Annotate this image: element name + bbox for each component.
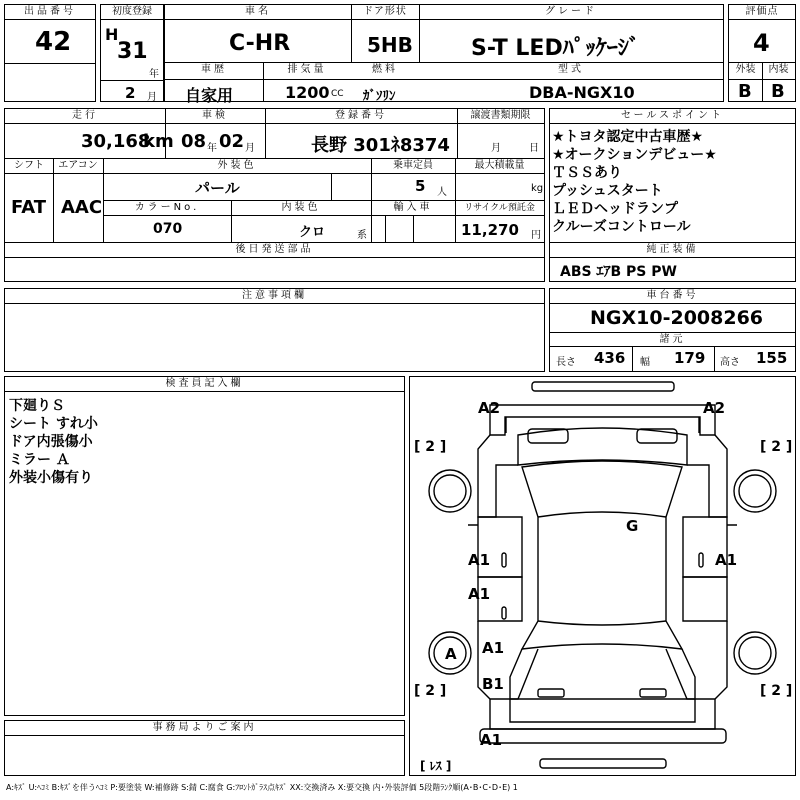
- color-no-label: カラーNo.: [103, 201, 231, 216]
- first-registration-box: [100, 4, 164, 102]
- mark-right-front-door: A1: [715, 551, 738, 569]
- mark-left-wheel: A: [445, 645, 457, 663]
- month-unit: 月: [147, 92, 157, 103]
- mark-left-rear-door: A1: [468, 585, 491, 603]
- score-label: 評価点: [729, 5, 795, 20]
- sales-points-box: [549, 108, 796, 282]
- inspector-line: シート すれ小: [9, 416, 98, 432]
- capacity: 5: [415, 177, 426, 195]
- model-code: DBA-NGX10: [529, 83, 635, 102]
- dimensions-label: 諸元: [550, 333, 795, 347]
- recycle-fee: 11,270: [461, 221, 519, 239]
- interior-grade: B: [771, 81, 785, 102]
- mark-left-sill: B1: [482, 675, 504, 693]
- registration-plate: 長野 301ﾈ8374: [311, 135, 450, 156]
- reg-year: 31: [117, 39, 148, 64]
- transfer-label: 譲渡書類期限: [457, 109, 544, 124]
- details-box: [4, 108, 545, 282]
- inspector-label: 検査員記入欄: [5, 377, 404, 392]
- history-label: 車歴: [165, 63, 263, 80]
- mark-tire-front-right: [ 2 ]: [760, 439, 793, 455]
- load-unit: kg: [531, 183, 544, 194]
- inspector-line: 外装小傷有り: [9, 470, 93, 486]
- inspection-year-unit: 年: [207, 143, 217, 154]
- plate-label: 登録番号: [265, 109, 457, 124]
- year-unit: 年: [149, 69, 159, 80]
- sales-point-item: ＴＳＳあり: [552, 165, 622, 181]
- height-label: 高さ: [720, 357, 740, 368]
- equipment-label: 純正装備: [550, 243, 795, 258]
- color-label: 外装色: [103, 159, 371, 174]
- import-label: 輸入車: [371, 201, 455, 216]
- inspector-line: 下廻りＳ: [9, 398, 65, 414]
- inspector-line: ミラー Ａ: [9, 452, 70, 468]
- inspection-month-unit: 月: [245, 143, 255, 154]
- shift: FAT: [11, 197, 47, 218]
- air-conditioner: AAC: [61, 197, 103, 218]
- fuel: ｶﾞｿﾘﾝ: [363, 89, 396, 104]
- capacity-label: 乗車定員: [371, 159, 455, 174]
- mark-tire-rear-left: [ 2 ]: [414, 683, 447, 699]
- displacement: 1200: [285, 83, 330, 102]
- first-reg-label: 初度登録: [101, 5, 163, 20]
- sales-point-item: クルーズコントロール: [552, 219, 691, 235]
- inspector-box: [4, 376, 405, 716]
- sales-point-item: ★トヨタ認定中古車歴★: [552, 129, 704, 145]
- capacity-unit: 人: [437, 187, 447, 198]
- sales-points-label: セールスポイント: [550, 109, 795, 124]
- later-parts-label: 後日発送部品: [5, 243, 544, 258]
- inspection-label: 車検: [165, 109, 265, 124]
- car-name: C-HR: [229, 31, 291, 56]
- displacement-unit: CC: [331, 89, 344, 99]
- chassis-label: 車台番号: [550, 289, 795, 304]
- car-name-label: 車名: [165, 5, 351, 20]
- mark-left-front-door: A1: [468, 551, 491, 569]
- color-number: 070: [153, 221, 183, 237]
- transfer-day: 日: [529, 143, 539, 154]
- inspection-month: 02: [219, 131, 245, 152]
- chassis-number: NGX10-2008266: [590, 307, 764, 329]
- mark-tire-front-left: [ 2 ]: [414, 439, 447, 455]
- body-color: パール: [195, 179, 240, 197]
- lot-box: [4, 4, 96, 102]
- mileage: 30,168: [81, 131, 151, 152]
- sales-point-item: プッシュスタート: [552, 183, 663, 199]
- reg-month: 2: [125, 84, 136, 102]
- fuel-label: 燃料: [351, 63, 419, 80]
- notes-box: [4, 288, 545, 372]
- grade-label: グレード: [419, 5, 723, 20]
- width: 179: [674, 349, 706, 367]
- exterior-label: 外装: [729, 63, 762, 80]
- mark-left-quarter: A1: [482, 639, 505, 657]
- grade: S-T LEDﾊﾟｯｹｰｼﾞ: [471, 36, 640, 61]
- vehicle-box: [164, 4, 724, 105]
- door-type: 5HB: [367, 33, 413, 57]
- mileage-label: 走行: [5, 109, 165, 124]
- mark-rear-bumper: A1: [480, 731, 503, 749]
- displacement-label: 排気量: [263, 63, 351, 80]
- load-label: 最大積載量: [455, 159, 544, 174]
- length: 436: [594, 349, 626, 367]
- inspector-line: ドア内張傷小: [9, 434, 93, 450]
- car-outline: [410, 377, 795, 775]
- chassis-box: [549, 288, 796, 372]
- interior-color: クロ: [299, 225, 326, 240]
- score: 4: [753, 29, 770, 57]
- era: H: [105, 25, 119, 44]
- notes-label: 注意事項欄: [5, 289, 544, 304]
- lot-label: 出品番号: [5, 5, 95, 20]
- interior-color-suffix: 系: [357, 230, 367, 241]
- ac-label: エアコン: [53, 159, 103, 174]
- mark-spare-tire: [ ﾚｽ ]: [420, 759, 452, 773]
- equipment: ABS ｴｱB PS PW: [560, 264, 677, 280]
- mark-front-right: A2: [703, 399, 726, 417]
- mark-roof: G: [626, 517, 639, 535]
- mark-front-left: A2: [478, 399, 501, 417]
- width-label: 幅: [640, 357, 650, 368]
- score-box: [728, 4, 796, 102]
- height: 155: [756, 349, 788, 367]
- transfer-month: 月: [491, 143, 501, 154]
- damage-legend: A:ｷｽﾞ U:ﾍｺﾐ B:ｷｽﾞを伴うﾍｺﾐ P:要塗装 W:補修跡 S:錆 C:腐食 G:ﾌﾛﾝﾄｶﾞﾗｽ点ｷｽﾞ XX:交換済み X:要交換 内･外装評価 5段階ﾗﾝｸ順(A･B･C･D･E) 1: [6, 783, 518, 792]
- recycle-label: リサイクル預託金: [455, 201, 544, 216]
- sales-point-item: ＬＥＤヘッドランプ: [552, 201, 678, 217]
- sales-point-item: ★オークションデビュー★: [552, 147, 717, 163]
- mileage-unit: km: [143, 131, 174, 152]
- vehicle-history: 自家用: [185, 86, 234, 105]
- office-box: [4, 720, 405, 776]
- inspection-year: 08: [181, 131, 207, 152]
- exterior-grade: B: [738, 81, 752, 102]
- model-label: 型式: [419, 63, 723, 80]
- shift-label: シフト: [5, 159, 53, 174]
- interior-label: 内装: [762, 63, 795, 80]
- recycle-unit: 円: [531, 230, 541, 241]
- mark-tire-rear-right: [ 2 ]: [760, 683, 793, 699]
- office-label: 事務局よりご案内: [5, 721, 404, 736]
- lot-number: 42: [35, 27, 72, 57]
- car-diagram: [409, 376, 796, 776]
- length-label: 長さ: [556, 357, 576, 368]
- interior-color-label: 内装色: [231, 201, 371, 216]
- door-label: ドア形状: [351, 5, 419, 20]
